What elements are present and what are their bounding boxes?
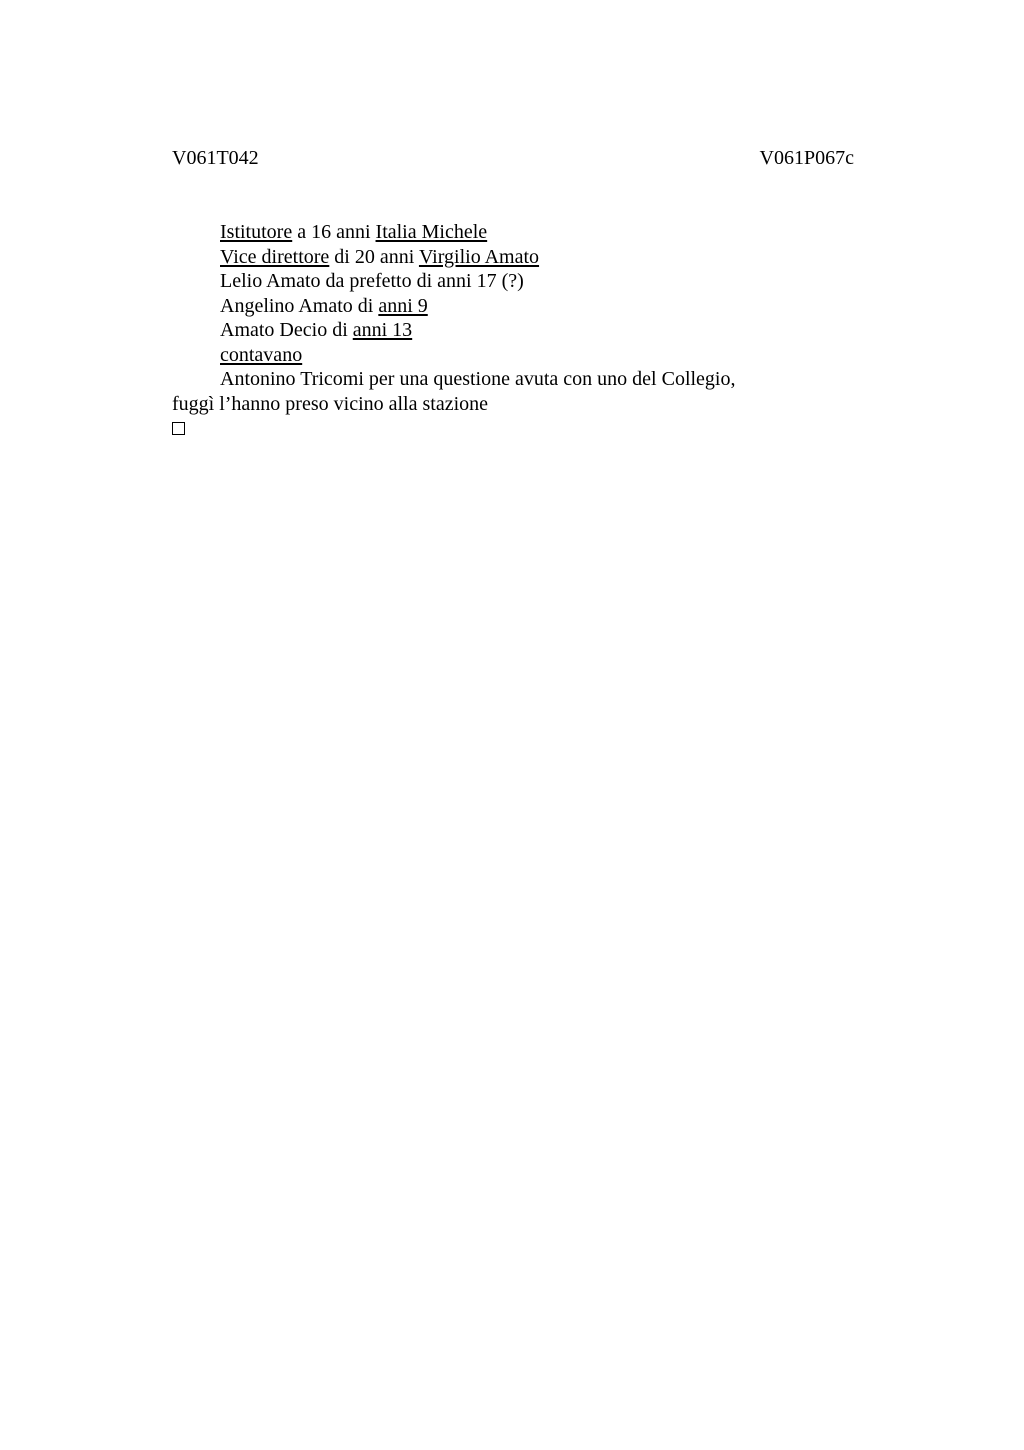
text-line xyxy=(172,294,812,319)
text-line xyxy=(172,367,812,392)
text-segment: Angelino Amato di xyxy=(220,294,379,317)
text-segment: Amato Decio di xyxy=(220,319,353,341)
text-line xyxy=(172,318,812,343)
underlined-word: contavano xyxy=(220,343,303,366)
text-line xyxy=(172,343,812,368)
underlined-name: Virgilio Amato xyxy=(418,245,540,268)
text-segment: fuggì l’hanno preso vicino alla stazione xyxy=(172,392,489,415)
text-segment: Lelio Amato da prefetto di anni 17 (?) xyxy=(220,270,524,292)
underlined-term: Istitutore xyxy=(220,221,293,243)
text-segment: a 16 anni xyxy=(292,221,376,243)
text-line xyxy=(172,245,812,270)
underlined-age: anni 9 xyxy=(378,294,428,317)
empty-box-icon xyxy=(172,422,185,435)
underlined-age: anni 13 xyxy=(352,319,413,341)
document-code-left: V061T042 xyxy=(172,147,259,169)
text-segment: Antonino Tricomi per una questione avuta con uno del Collegio, xyxy=(220,368,736,390)
document-body xyxy=(172,220,812,435)
text-line-continuation xyxy=(172,392,812,417)
underlined-name: Italia Michele xyxy=(375,221,488,243)
text-line xyxy=(172,269,812,294)
document-code-right: V061P067c xyxy=(759,147,854,169)
text-line xyxy=(172,220,812,245)
text-segment: di 20 anni xyxy=(329,245,419,268)
underlined-term: Vice direttore xyxy=(220,245,330,268)
